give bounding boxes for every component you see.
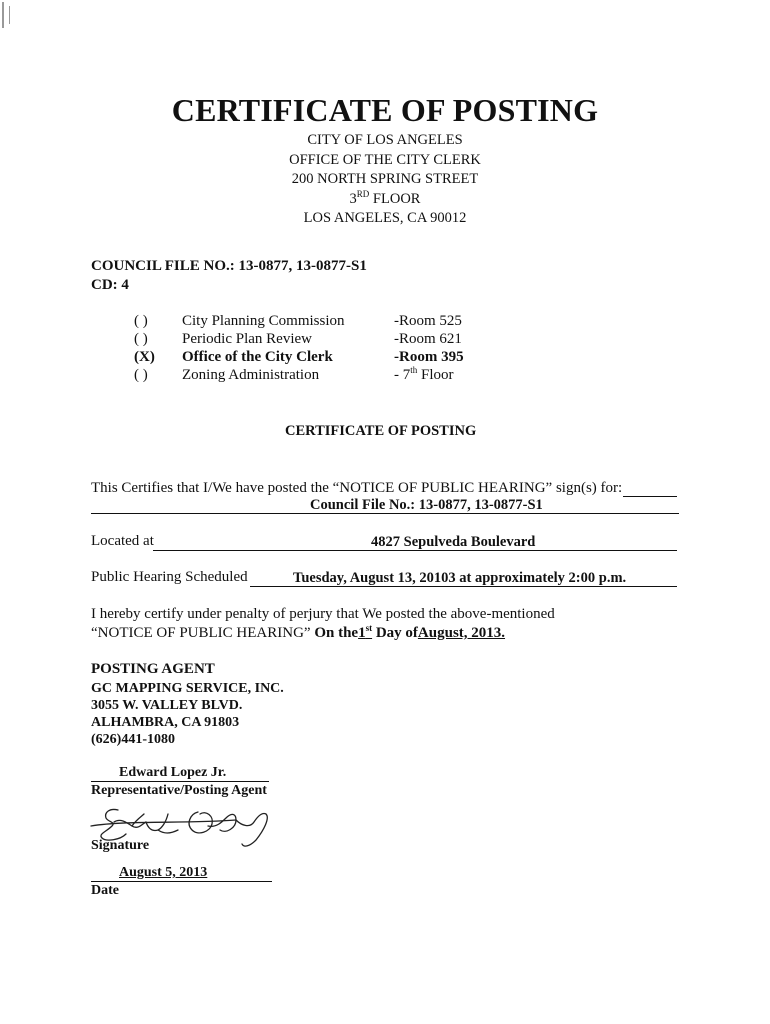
date-underline	[91, 881, 272, 882]
date-value: August 5, 2013	[119, 865, 208, 880]
address-block	[0, 131, 770, 229]
located-value: 4827 Sepulveda Boulevard	[371, 534, 536, 550]
perjury-line-2: “NOTICE OF PUBLIC HEARING” On the1st Day ofAugust, 2013.	[91, 623, 506, 641]
agent-city: ALHAMBRA, CA 91803	[91, 715, 240, 730]
checkbox-marker: ( )	[134, 331, 148, 347]
option-room: -Room 525	[394, 313, 462, 329]
hearing-value: Tuesday, August 13, 20103 at approximately 2:00 p.m.	[293, 570, 627, 586]
option-label: Office of the City Clerk	[182, 349, 333, 365]
certifies-statement: This Certifies that I/We have posted the “NOTICE OF PUBLIC HEARING” sign(s) for:	[91, 480, 623, 496]
option-room: -Room 621	[394, 331, 462, 347]
certified-council-file: Council File No.: 13-0877, 13-0877-S1	[310, 497, 543, 513]
scan-artifact	[2, 2, 4, 28]
posting-agent-heading: POSTING AGENT	[91, 661, 215, 677]
signature-label: Signature	[91, 838, 150, 853]
council-file-number: COUNCIL FILE NO.: 13-0877, 13-0877-S1	[91, 258, 367, 274]
checkbox-marker: ( )	[134, 367, 148, 383]
checkbox-marker: (X)	[134, 349, 155, 365]
option-label: Periodic Plan Review	[182, 331, 312, 347]
checkbox-marker: ( )	[134, 313, 148, 329]
address-floor: 3RD FLOOR	[349, 188, 421, 207]
address-city: CITY OF LOS ANGELES	[307, 132, 463, 148]
perjury-line-1: I hereby certify under penalty of perjury that We posted the above-mentioned	[91, 606, 555, 622]
representative-underline	[91, 781, 269, 782]
address-office: OFFICE OF THE CITY CLERK	[289, 151, 481, 168]
option-label: City Planning Commission	[182, 313, 345, 329]
agent-street: 3055 W. VALLEY BLVD.	[91, 698, 243, 713]
section-subtitle: CERTIFICATE OF POSTING	[285, 423, 477, 439]
scan-artifact	[9, 6, 10, 24]
document-title: CERTIFICATE OF POSTING	[171, 92, 599, 128]
option-label: Zoning Administration	[182, 367, 320, 383]
council-district: CD: 4	[91, 277, 129, 293]
blank-line	[623, 496, 677, 497]
option-room: - 7th Floor	[394, 365, 454, 383]
located-label: Located at	[91, 533, 154, 549]
representative-role: Representative/Posting Agent	[91, 783, 267, 798]
agent-company: GC MAPPING SERVICE, INC.	[91, 681, 284, 696]
option-room: -Room 395	[394, 349, 464, 365]
agent-phone: (626)441-1080	[91, 732, 175, 747]
address-street: 200 NORTH SPRING STREET	[291, 171, 479, 187]
hearing-label: Public Hearing Scheduled	[91, 569, 248, 585]
representative-name: Edward Lopez Jr.	[119, 765, 227, 780]
date-label: Date	[91, 883, 119, 898]
address-city-zip: LOS ANGELES, CA 90012	[303, 210, 467, 226]
